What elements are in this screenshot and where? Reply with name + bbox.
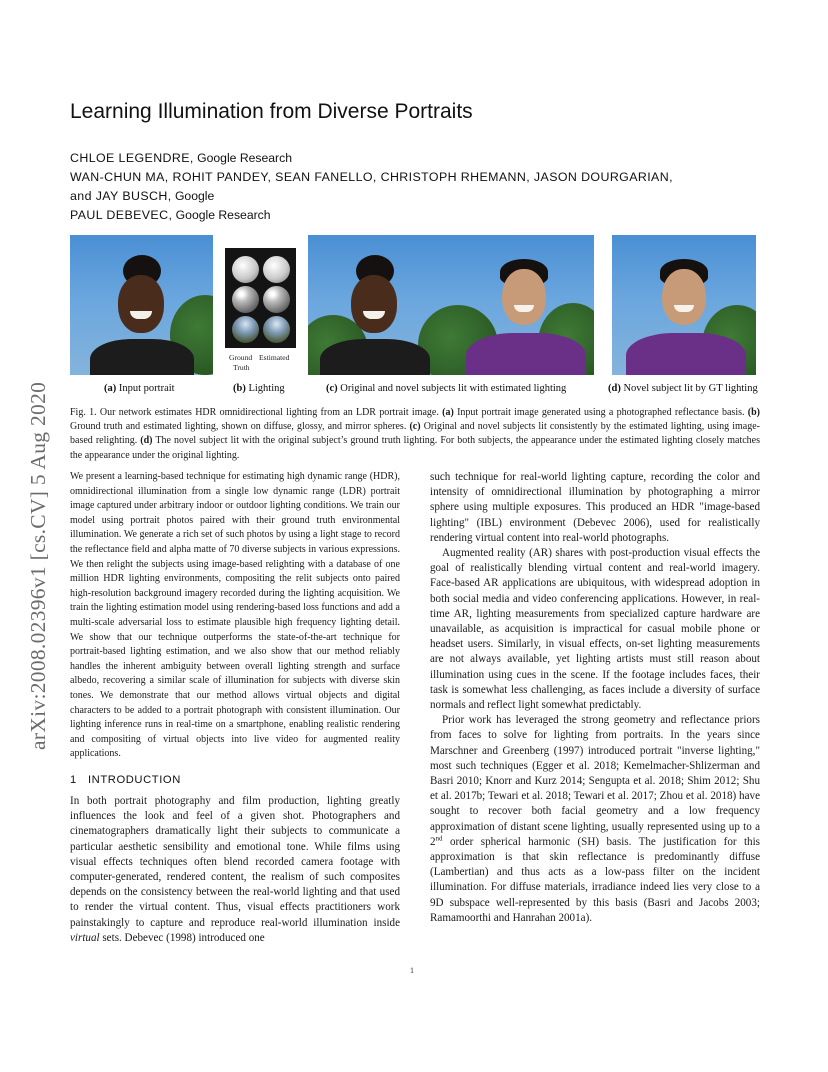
subcaption-b: (b) Lighting [233,383,285,394]
intro-paragraph: such technique for real-world lighting capture, recording the color and intensity of omnidirectional illumination by photographing a mirror sphere using multiple exposures. This produced an HDR "image-based lighting" (IBL) environment (Debevec 2006), used for realistically rendering virtual content into real-world photographs. [430,471,760,544]
lighting-ground-truth-label: Ground [229,353,253,362]
figure-novel-subject-gt-image [612,235,756,375]
figure-caption: Fig. 1. Our network estimates HDR omnidirectional lighting from an LDR portrait image. (a) Input portrait image generated using a photographed reflectance basis. (b) Ground truth and estimated lighting, shown on diffuse, glossy, and mirror spheres. (c) Original and novel subjects lit consistently by the estimated lighting, using image-based relighting. (d) The novel subject lit with the original subject’s ground truth lighting. For both subjects, the appearance under the estimated lighting closely matches the appearance under the original lighting. [70,407,760,461]
intro-paragraph: Augmented reality (AR) shares with post-production visual effects the goal of realistically blending virtual content and real-world imagery. Face-based AR applications are ubiquitous, with widespread adoption in both social media and video conferencing applications. However, in real-time AR, lighting measurements from specialized capture hardware are unavailable, as acquisition is impractical for casual mobile phone or headset users. Similarly, in visual effects, on-set lighting measurements are not always available, yet lighting artists must still reason about illumination using cues in the scene. If the footage includes faces, their task is somewhat less challenging, as faces include a diversity of surface normals and reflect light somewhat predictably. [430,547,760,712]
author-affiliation: Google Research [193,151,292,165]
author-line-3 [70,187,770,206]
author-block [70,149,770,225]
author-affiliation: Google [171,189,215,203]
arxiv-stamp: arXiv:2008.02396v1 [cs.CV] 5 Aug 2020 [26,381,50,750]
lighting-estimated-label: Estimated [259,353,290,362]
author-names: WAN-CHUN MA, ROHIT PANDEY, SEAN FANELLO, CHRISTOPH RHEMANN, JASON DOURGARIAN, [70,170,673,184]
author-names: CHLOE LEGENDRE, [70,151,194,165]
author-affiliation: Google Research [172,208,271,222]
abstract: We present a learning-based technique for estimating high dynamic range (HDR), omnidirectional illumination from a single low dynamic range (LDR) portrait image captured under arbitrary indoor or outdoor lighting conditions. We train our model using portrait photos paired with their ground truth environmental illumination. We generate a rich set of such photos by using a light stage to record the reflectance field and alpha matte of 70 diverse subjects in various expressions. We then relight the subjects using image-based relighting with a database of one million HDR lighting environments, compositing the relit subjects onto paired high-resolution background imagery recorded during the lighting acquisition. We train the lighting estimation model using rendering-based loss functions and add a multi-scale adversarial loss to estimate plausible high frequency lighting detail. We show that our technique outperforms the state-of-the-art technique for portrait-based lighting estimation, and we also show that our method reliably handles the inherent ambiguity between overall lighting strength and surface albedo, recovering a similar scale of illumination for subjects with diverse skin tones. We demonstrate that our method allows virtual objects and digital characters to be added to a portrait photograph with consistent illumination. Our lighting inference runs in real-time on a smartphone, enabling realistic rendering and compositing of virtual objects into live video for augmented reality applications. [70,471,400,760]
intro-paragraph-left: In both portrait photography and film production, lighting greatly influences the look and feel of a given shot. Photographers and cinematographers dramatically light their subjects to communicate a particular aesthetic sensibility and emotional tone. While films using visual effects techniques often blend recorded camera footage with computer-generated, rendered content, the realism of such composites depends on the consistency between the real-world lighting and that used to render the virtual content. Thus, visual effects practitioners work painstakingly to capture and reproduce real-world illumination inside virtual sets. Debevec (1998) introduced one [70,795,400,944]
figure-relit-subjects-image [308,235,594,375]
author-line-1 [70,149,770,168]
subcaption-c: (c) Original and novel subjects lit with estimated lighting [326,383,567,394]
figure-input-portrait-image [70,235,213,375]
intro-right-column [430,470,760,926]
author-names: PAUL DEBEVEC, [70,208,173,222]
section-heading: 1 INTRODUCTION [70,774,181,786]
lighting-truth-label: Truth [233,363,250,372]
paper-title: Learning Illumination from Diverse Portraits [70,100,473,123]
subcaption-d: (d) Novel subject lit by GT lighting [608,383,758,394]
author-line-2 [70,168,770,187]
figure-lighting-spheres-image [225,248,296,348]
author-names: and JAY BUSCH, [70,189,172,203]
page-number: 1 [410,966,414,975]
author-line-4 [70,206,770,225]
intro-paragraph: Prior work has leveraged the strong geometry and reflectance priors from faces to solve for lighting from portraits. In the years since Marschner and Greenberg (1997) introduced portrait "inverse lighting," most such techniques (Egger et al. 2018; Kemelmacher-Shlizerman and Basri 2010; Knorr and Kurz 2014; Sengupta et al. 2018; Shim 2012; Shu et al. 2017b; Tewari et al. 2018; Tewari et al. 2017; Zhou et al. 2018) have sought to recover both facial geometry and a low frequency approximation of distant scene lighting, usually represented using up to a 2nd order spherical harmonic (SH) basis. The justification for this approximation is that skin reflectance is predominantly diffuse (Lambertian) and thus acts as a low-pass filter on the incident illumination. For diffuse materials, irradiance indeed lies very close to a 9D subspace well-represented by this basis (Basri and Jacobs 2003; Ramamoorthi and Hanrahan 2001a). [430,714,760,924]
subcaption-a: (a) Input portrait [104,383,175,394]
